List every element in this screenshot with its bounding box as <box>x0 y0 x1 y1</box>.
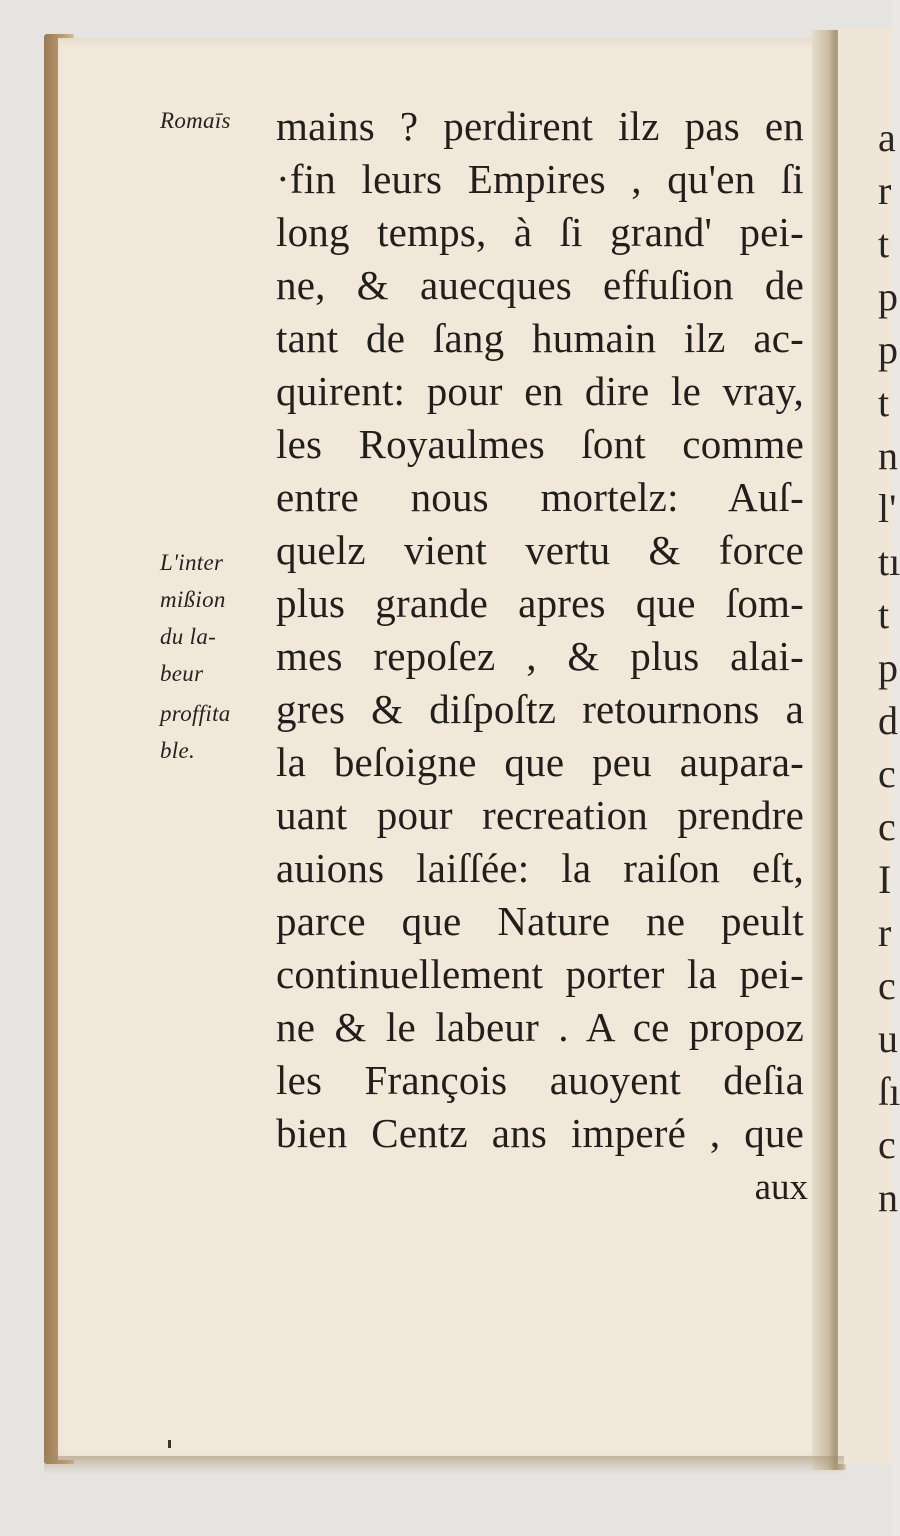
facing-page-fragment: t <box>878 380 890 425</box>
margin-note-line: beur <box>160 661 204 686</box>
text-line: les François auoyent deſia <box>276 1057 804 1103</box>
page-mark <box>168 1440 171 1448</box>
facing-page-fragment: c <box>878 751 896 796</box>
text-line: parce que Nature ne peult <box>276 898 804 944</box>
text-line: gres & diſpoſtz retournons a <box>276 686 804 732</box>
facing-page-fragment: l' <box>878 486 897 531</box>
text-line: continuellement porter la pei- <box>276 951 804 997</box>
text-line: entre nous mortelz: Auſ- <box>276 474 804 520</box>
text-line: mes repoſez , & plus alai- <box>276 633 804 679</box>
facing-page-fragment: n <box>878 433 898 478</box>
facing-page-fragment: n <box>878 1175 898 1220</box>
facing-page-fragment: ſı <box>878 1069 900 1114</box>
text-line: les Royaulmes ſont comme <box>276 421 804 467</box>
text-line: tant de ſang humain ilz ac- <box>276 315 804 361</box>
text-line: quelz vient vertu & force <box>276 527 804 573</box>
text-line: long temps, à ſi grand' pei- <box>276 209 804 255</box>
page-shadow <box>44 1456 844 1474</box>
margin-note-line: ble. <box>160 738 196 763</box>
facing-page-fragment: I <box>878 857 892 902</box>
text-line: uant pour recreation prendre <box>276 792 804 838</box>
facing-page-fragment: a <box>878 115 896 160</box>
facing-page-fragment: p <box>878 327 898 372</box>
facing-page-fragment: u <box>878 1016 898 1061</box>
text-line: mains ? perdirent ilz pas en <box>276 103 804 149</box>
margin-note-line: mißion <box>160 587 226 612</box>
facing-page-fragment: c <box>878 804 896 849</box>
margin-note-line: L'inter <box>160 550 224 575</box>
facing-page-fragment: t <box>878 592 890 637</box>
facing-page-fragment: tı <box>878 539 900 584</box>
margin-note-line: du la- <box>160 624 217 649</box>
text-line: la beſoigne que peu aupara- <box>276 739 804 785</box>
text-line: ·fin leurs Empires , qu'en ſi <box>276 156 804 202</box>
margin-note-line: proffita <box>160 701 231 726</box>
facing-page-fragment: p <box>878 274 898 319</box>
facing-page-fragment: c <box>878 1122 896 1167</box>
facing-page-edge <box>838 28 900 1464</box>
facing-page-fragment: r <box>878 168 892 213</box>
facing-page-fragment: r <box>878 910 892 955</box>
text-line: ne, & auecques effuſion de <box>276 262 804 308</box>
facing-page-fragment: c <box>878 963 896 1008</box>
text-line: bien Centz ans imperé , que <box>276 1110 804 1156</box>
facing-page-fragment: t <box>878 221 890 266</box>
text-line: quirent: pour en dire le vray, <box>276 368 804 414</box>
facing-page-fragment: p <box>878 645 898 690</box>
catchword: aux <box>754 1167 808 1208</box>
facing-page-fragment: d <box>878 698 898 743</box>
margin-note-romains: Romaīs <box>160 108 231 133</box>
text-line: ne & le labeur . A ce propoz <box>276 1004 804 1050</box>
text-line: auions laiſſée: la raiſon eſt, <box>276 845 804 891</box>
text-line: plus grande apres que ſom- <box>276 580 804 626</box>
